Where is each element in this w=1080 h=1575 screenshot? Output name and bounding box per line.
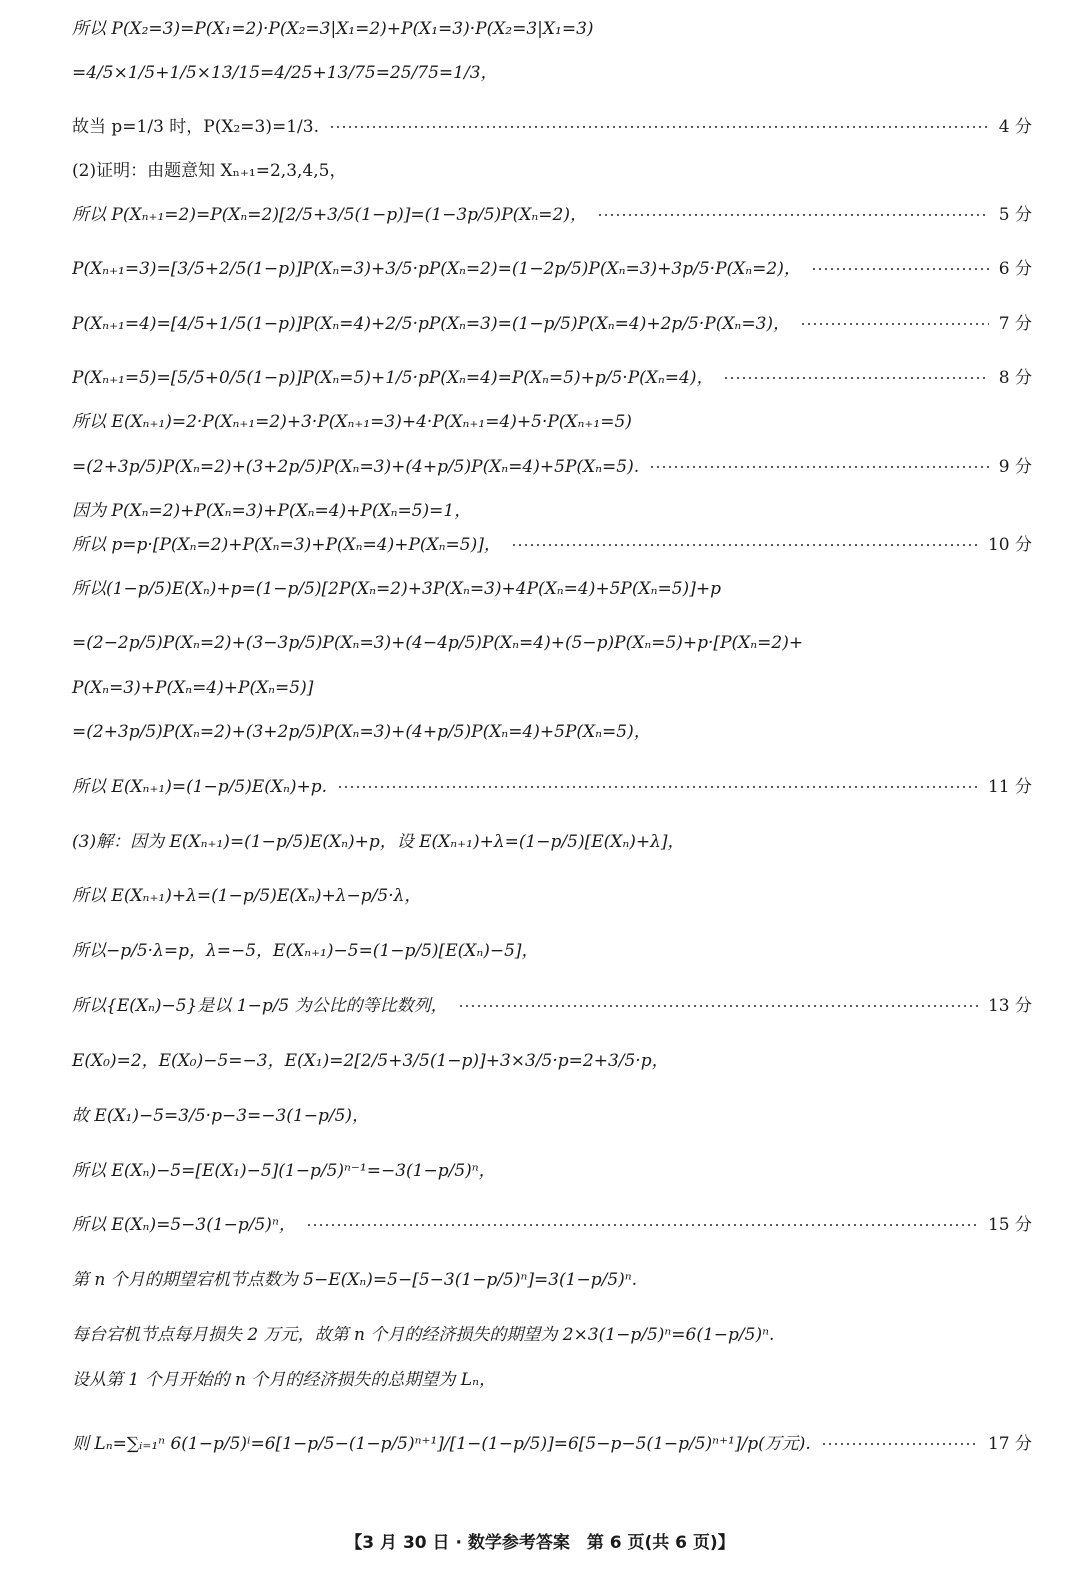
solution-line-7: P(Xₙ₊₁=4)=[4/5+1/5(1−p)]P(Xₙ=4)+2/5·pP(Xₙ=3)=(1−p/5)P(Xₙ=4)+2p/5·P(Xₙ=3)， 7 分 [72,314,1032,334]
solution-line-12: 所以 p=p·[P(Xₙ=2)+P(Xₙ=3)+P(Xₙ=4)+P(Xₙ=5)]， 10 分 [72,535,1032,555]
leader-dots [800,322,989,326]
score-label: 8 分 [998,368,1032,388]
solution-line-27: 每台宕机节点每月损失 2 万元，故第 n 个月的经济损失的期望为 2×3(1−p/5)ⁿ=6(1−p/5)ⁿ. [72,1325,775,1345]
solution-line-21: 所以{E(Xₙ)−5}是以 1−p/5 为公比的等比数列， 13 分 [72,996,1032,1016]
solution-line-8: P(Xₙ₊₁=5)=[5/5+0/5(1−p)]P(Xₙ=5)+1/5·pP(Xₙ=4)=P(Xₙ=5)+p/5·P(Xₙ=4)， 8 分 [72,368,1032,388]
leader-dots [458,1004,978,1008]
solution-line-18: (3)解：因为 E(Xₙ₊₁)=(1−p/5)E(Xₙ)+p，设 E(Xₙ₊₁)+λ=(1−p/5)[E(Xₙ)+λ]， [72,832,685,852]
solution-line-1: 所以 P(X₂=3)=P(X₁=2)·P(X₂=3|X₁=2)+P(X₁=3)·P(X₂=3|X₁=3) [72,19,594,39]
score-label: 6 分 [998,259,1032,279]
score-label: 9 分 [998,457,1032,477]
leader-dots [597,213,989,217]
score-label: 5 分 [998,205,1032,225]
score-label: 11 分 [987,777,1032,797]
solution-line-25: 所以 E(Xₙ)=5−3(1−p/5)ⁿ， 15 分 [72,1215,1032,1235]
solution-line-10: =(2+3p/5)P(Xₙ=2)+(3+2p/5)P(Xₙ=3)+(4+p/5)P(Xₙ=4)+5P(Xₙ=5). 9 分 [72,457,1032,477]
leader-dots [723,376,988,380]
score-label: 17 分 [987,1434,1032,1454]
score-label: 7 分 [998,314,1032,334]
solution-line-23: 故 E(X₁)−5=3/5·p−3=−3(1−p/5)， [72,1106,370,1126]
score-label: 13 分 [987,996,1032,1016]
leader-dots [649,465,989,469]
leader-dots [811,267,989,271]
score-label: 10 分 [987,535,1032,555]
solution-line-20: 所以−p/5·λ=p，λ=−5，E(Xₙ₊₁)−5=(1−p/5)[E(Xₙ)−5]， [72,941,539,961]
page-footer: 【3 月 30 日 · 数学参考答案 第 6 页(共 6 页)】 [345,1533,735,1553]
solution-line-19: 所以 E(Xₙ₊₁)+λ=(1−p/5)E(Xₙ)+λ−p/5·λ， [72,886,422,906]
solution-line-17: 所以 E(Xₙ₊₁)=(1−p/5)E(Xₙ)+p. 11 分 [72,777,1032,797]
score-label: 4 分 [998,117,1032,137]
solution-line-14: =(2−2p/5)P(Xₙ=2)+(3−3p/5)P(Xₙ=3)+(4−4p/5)P(Xₙ=4)+(5−p)P(Xₙ=5)+p·[P(Xₙ=2)+ [72,633,804,653]
leader-dots [329,125,989,129]
leader-dots [337,785,978,789]
solution-line-16: =(2+3p/5)P(Xₙ=2)+(3+2p/5)P(Xₙ=3)+(4+p/5)P(Xₙ=4)+5P(Xₙ=5)， [72,722,651,742]
solution-line-3: 故当 p=1/3 时，P(X₂=3)=1/3. 4 分 [72,117,1032,137]
leader-dots [511,543,978,547]
solution-line-29: 则 Lₙ=∑ᵢ₌₁ⁿ 6(1−p/5)ⁱ=6[1−p/5−(1−p/5)ⁿ⁺¹]/[1−(1−p/5)]=6[5−p−5(1−p/5)ⁿ⁺¹]/p(万元). 17 分 [72,1434,1032,1454]
solution-line-13: 所以(1−p/5)E(Xₙ)+p=(1−p/5)[2P(Xₙ=2)+3P(Xₙ=3)+4P(Xₙ=4)+5P(Xₙ=5)]+p [72,579,721,599]
solution-line-4: (2)证明：由题意知 Xₙ₊₁=2,3,4,5， [72,161,347,181]
leader-dots [821,1442,978,1446]
leader-dots [306,1223,978,1227]
solution-line-9: 所以 E(Xₙ₊₁)=2·P(Xₙ₊₁=2)+3·P(Xₙ₊₁=3)+4·P(Xₙ₊₁=4)+5·P(Xₙ₊₁=5) [72,412,632,432]
solution-line-24: 所以 E(Xₙ)−5=[E(X₁)−5](1−p/5)ⁿ⁻¹=−3(1−p/5)ⁿ， [72,1161,496,1181]
solution-line-22: E(X₀)=2，E(X₀)−5=−3，E(X₁)=2[2/5+3/5(1−p)]+3×3/5·p=2+3/5·p， [72,1051,669,1071]
solution-line-15: P(Xₙ=3)+P(Xₙ=4)+P(Xₙ=5)] [72,678,314,698]
solution-line-6: P(Xₙ₊₁=3)=[3/5+2/5(1−p)]P(Xₙ=3)+3/5·pP(Xₙ=2)=(1−2p/5)P(Xₙ=3)+3p/5·P(Xₙ=2)， 6 分 [72,259,1032,279]
solution-line-2: =4/5×1/5+1/5×13/15=4/25+13/75=25/75=1/3， [72,63,498,83]
solution-line-5: 所以 P(Xₙ₊₁=2)=P(Xₙ=2)[2/5+3/5(1−p)]=(1−3p/5)P(Xₙ=2)， 5 分 [72,205,1032,225]
solution-line-11: 因为 P(Xₙ=2)+P(Xₙ=3)+P(Xₙ=4)+P(Xₙ=5)=1， [72,501,472,521]
solution-line-26: 第 n 个月的期望宕机节点数为 5−E(Xₙ)=5−[5−3(1−p/5)ⁿ]=3(1−p/5)ⁿ. [72,1270,638,1290]
solution-line-28: 设从第 1 个月开始的 n 个月的经济损失的总期望为 Lₙ， [72,1370,496,1390]
score-label: 15 分 [987,1215,1032,1235]
